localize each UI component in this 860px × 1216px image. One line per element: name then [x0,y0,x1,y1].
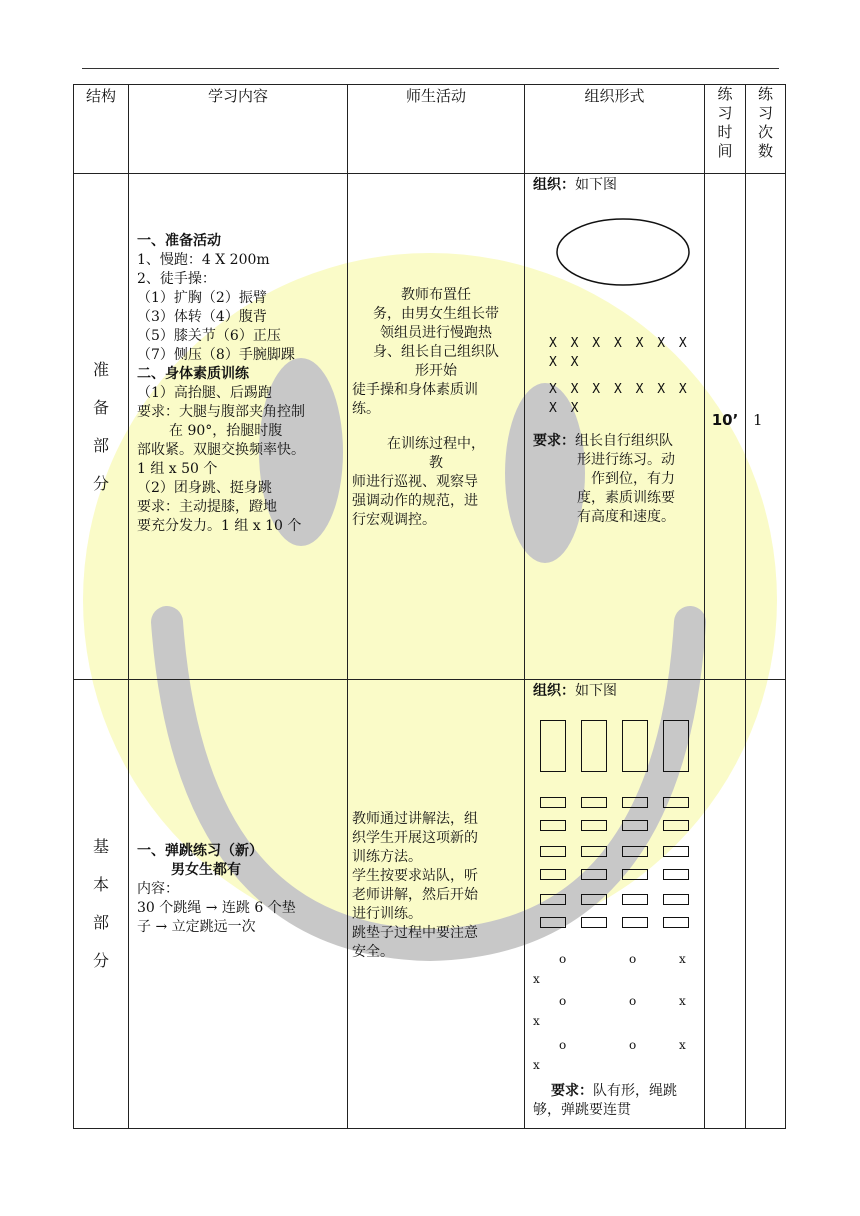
header-time [705,85,746,174]
jump-mat-icon [663,869,689,880]
header-time-text: 练习时间 [717,85,733,160]
prep-line: 1 组 x 50 个 [137,461,218,477]
prep-line: （1）扩胸（2）振臂 [137,290,267,306]
formation-row-1: X X X X X X X X X [549,336,690,370]
header-structure: 结构 [74,85,129,174]
jump-mat-icon [622,797,648,808]
jump-mat-icon [581,917,607,928]
prep-row [74,174,786,680]
basic-line: 子 → 立定跳远一次 [137,919,256,935]
jump-mat-icon [581,797,607,808]
prep-activity-line: 徒手操和身体素质训 [352,382,478,398]
basic-row [74,680,786,1129]
jump-mat-icon [663,846,689,857]
jump-mat-icon [540,720,566,772]
prep-activity-line: 身、组长自己组织队 [373,344,499,360]
basic-section-char: 本 [92,875,109,894]
marker-x: x [533,1014,540,1028]
prep-line: 2、徒手操： [137,271,216,287]
prep-content-cell [129,174,348,680]
prep-section-char: 准 [92,359,109,379]
basic-activity-line: 进行训练。 [352,906,422,922]
header-content: 学习内容 [129,85,348,174]
jump-mat-icon [540,894,566,905]
prep-line: （2）团身跳、挺身跳 [137,480,272,496]
prep-line: 部收紧。双腿交换频率快。 [137,442,305,458]
jump-mat-icon [581,720,607,772]
prep-req-label: 要求： [533,433,575,449]
basic-heading-2: 男女生都有 [171,862,241,878]
jump-mat-icon [622,720,648,772]
basic-heading-1: 一、弹跳练习（新） [137,843,263,859]
marker-o: o [629,1038,637,1052]
prep-line: 1、慢跑：4 X 200m [137,252,270,268]
prep-activity-cell [348,174,525,680]
basic-section-char: 部 [92,913,109,932]
prep-section-char: 分 [92,473,109,493]
basic-activity-line: 安全。 [352,944,394,960]
basic-activity-line: 织学生开展这项新的 [352,830,478,846]
prep-organization-cell [525,174,705,680]
basic-line: 30 个跳绳 → 连跳 6 个垫 [137,900,296,916]
basic-req-line: 队有形，绳跳 [593,1083,677,1099]
prep-org-label: 组织： [533,177,575,193]
basic-line: 内容： [137,881,179,897]
jump-mat-icon [540,797,566,808]
header-count [746,85,786,174]
prep-activity-line: 务，由男女生组长带 [373,306,499,322]
prep-req-line: 有高度和速度。 [577,509,675,525]
marker-o: o [559,952,567,966]
basic-activity-line: 学生按要求站队，听 [352,868,478,884]
prep-time-value: 10’ [711,410,739,429]
jump-mat-icon [581,869,607,880]
prep-section-char: 部 [92,435,109,455]
jump-mat-icon [622,894,648,905]
prep-line: 在 90°，抬腿时腹 [169,423,283,439]
jump-mat-icon [663,820,689,831]
prep-activity-line: 强调动作的规范，进 [352,493,478,509]
basic-content-cell [129,680,348,1129]
prep-activity-line: 领组员进行慢跑热 [380,325,492,341]
prep-activity-line: 形开始 [415,363,457,379]
marker-x: x [679,952,686,966]
basic-section-char: 分 [92,951,109,970]
prep-section-cell [74,174,129,680]
basic-req-line: 够，弹跳要连贯 [533,1102,631,1118]
marker-x: x [533,1058,540,1072]
rope-skip-markers [525,950,705,1080]
prep-org-value: 如下图 [575,177,617,193]
formation-row-2: X X X X X X X X X [549,382,690,416]
prep-line: （5）膝关节（6）正压 [137,328,281,344]
jump-mat-icon [663,894,689,905]
prep-activity-line: 师进行巡视、观察导 [352,474,478,490]
basic-org-label: 组织： [533,683,575,699]
prep-req-line: 形进行练习。动 [577,452,675,468]
prep-activity-line: 练。 [352,401,380,417]
prep-activity-line: 教师布置任 [401,287,471,303]
jump-mat-icon [540,917,566,928]
prep-activity-line: 行宏观调控。 [352,512,436,528]
basic-time-cell [705,680,746,1129]
prep-heading-1: 一、准备活动 [137,233,221,249]
jump-mat-icon [540,846,566,857]
running-track-oval-icon [555,217,691,287]
header-activity: 师生活动 [348,85,525,174]
jump-mat-icon [663,797,689,808]
jump-mat-icon [622,917,648,928]
basic-activity-line: 跳垫子过程中要注意 [352,925,478,941]
prep-line: 要求：大腿与腹部夹角控制 [137,404,305,420]
prep-line: （3）体转（4）腹背 [137,309,267,325]
basic-req-label: 要求： [551,1083,593,1099]
prep-line: 要充分发力。1 组 x 10 个 [137,518,302,534]
marker-x: x [679,1038,686,1052]
jump-mat-icon [663,917,689,928]
basic-organization-cell [525,680,705,1129]
marker-o: o [559,994,567,1008]
jump-mat-icon [622,820,648,831]
basic-activity-cell [348,680,525,1129]
marker-o: o [629,994,637,1008]
prep-line: （7）侧压（8）手腕脚踝 [137,347,295,363]
prep-line: （1）高抬腿、后踢跑 [137,385,272,401]
jump-mat-icon [540,869,566,880]
basic-activity-line: 训练方法。 [352,849,422,865]
header-count-text: 练习次数 [757,85,773,160]
jump-mat-icon [581,894,607,905]
prep-heading-2: 二、身体素质训练 [137,366,249,382]
prep-activity-line: 在训练过程中， [387,436,485,452]
prep-section-char: 备 [92,397,109,417]
prep-req-line: 度，素质训练要 [577,490,675,506]
marker-o: o [559,1038,567,1052]
prep-activity-line: 教 [429,455,443,471]
prep-count-value: 1 [753,410,763,429]
prep-count-cell [746,174,786,680]
basic-org-value: 如下图 [575,683,617,699]
jump-mat-icon [622,846,648,857]
header-organization: 组织形式 [525,85,705,174]
basic-activity-line: 教师通过讲解法，组 [352,811,478,827]
prep-req-line: 组长自行组织队 [575,433,673,449]
basic-section-cell [74,680,129,1129]
basic-activity-line: 老师讲解，然后开始 [352,887,478,903]
jump-mat-icon [581,820,607,831]
prep-line: 要求：主动提膝，蹬地 [137,499,277,515]
marker-x: x [679,994,686,1008]
basic-count-cell [746,680,786,1129]
jump-mat-icon [663,720,689,772]
marker-o: o [629,952,637,966]
prep-time-cell [705,174,746,680]
basic-section-char: 基 [92,837,109,856]
jump-mat-icon [540,820,566,831]
marker-x: x [533,972,540,986]
lesson-plan-table [73,84,786,1129]
jump-mat-icon [581,846,607,857]
prep-req-line: 作到位，有力 [591,471,675,487]
header-row [74,85,786,174]
jump-mat-icon [622,869,648,880]
header-rule [82,68,779,69]
